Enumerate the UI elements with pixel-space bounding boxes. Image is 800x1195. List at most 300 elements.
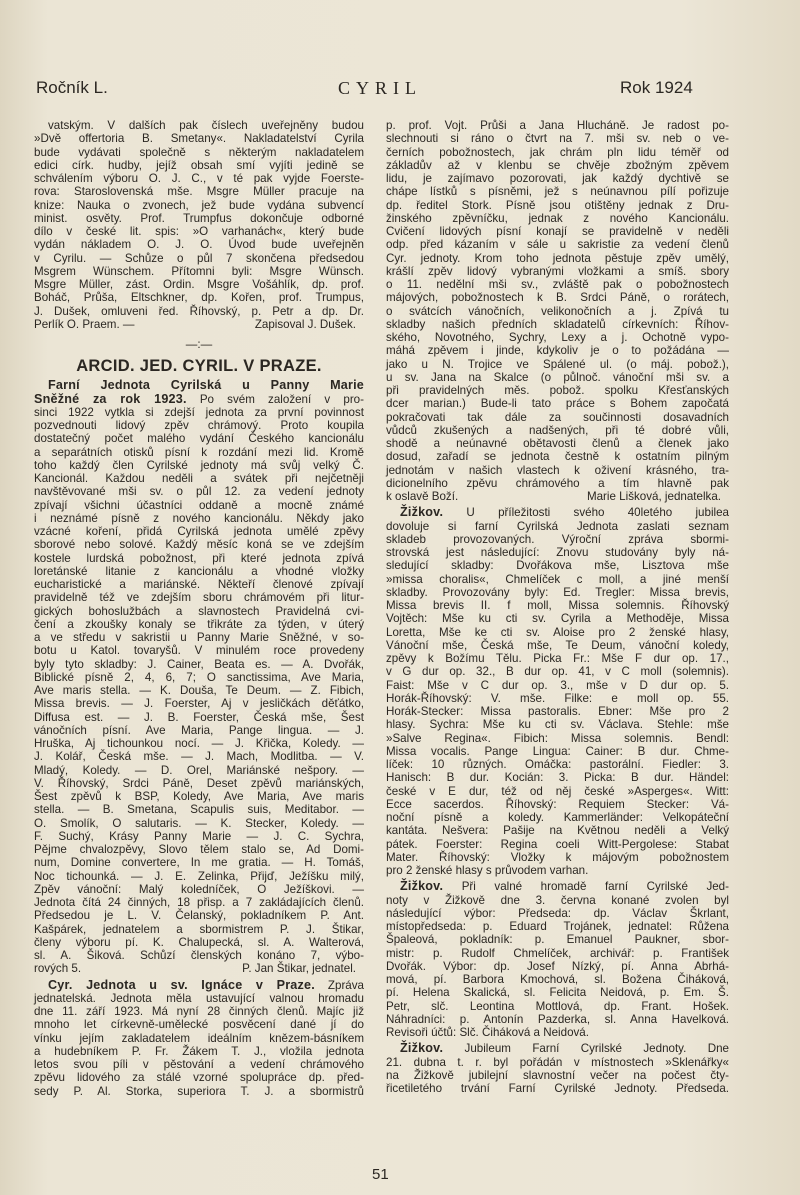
text-line [386, 132, 729, 145]
text-line [386, 864, 729, 877]
text-line [386, 397, 729, 410]
line-content: u sv. Jana na Skalce (o půlnoč. vánoční mši sv. a [386, 370, 729, 384]
line-text: Jubileum Farní Cyrilské Jednoty. Dne [443, 1042, 729, 1056]
text-line [386, 252, 729, 265]
right-column [386, 119, 729, 1098]
text-line [386, 477, 729, 490]
text-line [34, 658, 364, 671]
text-line [34, 591, 364, 604]
text-line [386, 159, 729, 172]
line-content: Missa vocalis. Pange Lingua: Cainer: B dur. Chme- [386, 744, 729, 758]
text-line [34, 446, 364, 459]
line-content: Špaleová, pokladník: p. Emanuel Paukner, sbor- [386, 933, 729, 947]
text-line [386, 1082, 729, 1095]
line-content: žinského zpěvníčku, jednak z nového Kancionálu. [386, 211, 729, 225]
signature-line [386, 490, 729, 503]
text-line [34, 146, 364, 159]
header-journal-title: CYRIL [338, 78, 422, 98]
text-line [34, 1058, 364, 1071]
text-line [386, 358, 729, 371]
text-line [386, 172, 729, 185]
text-line [34, 605, 364, 618]
line-content: české v E dur, též od něj české »Asperges«. Witt: [386, 784, 729, 798]
line-content: mnoho let církevně-umělecké posvěcení dané jí do [34, 1018, 364, 1032]
text-line [386, 424, 729, 437]
text-line [386, 573, 729, 586]
line-content: J. Dušek, omluveni řed. Říhovský, p. Petr a dp. Dr. [34, 304, 364, 318]
line-content: jako u N. Trojice ve Spálené ul. (o máj. pobož.), [386, 357, 729, 371]
paragraph [34, 379, 364, 975]
line-content: noční písně a koledy. Kammerländer: Velkopáteční [386, 811, 729, 824]
text-line [34, 485, 364, 498]
text-line [386, 880, 729, 893]
line-content: skladby. Provozovány byly: Ed. Tregler: Missa brevis, [386, 585, 729, 599]
line-content: zpěvu lidového za stálé vzorné spolupráce dp. před- [34, 1071, 364, 1085]
line-content: Msgrem Wünschem. Přítomni byli: Msgre Wünsch. [34, 264, 364, 278]
text-line [386, 692, 729, 705]
text-line [386, 894, 729, 907]
line-content: Mater. Říhovský: Vložky k májovým pobožnostem [386, 850, 729, 864]
line-content: skladeb provozovaných. Výroční zpráva sbormi- [386, 532, 729, 546]
text-line [34, 119, 364, 132]
text-line [386, 838, 729, 851]
text-line [386, 626, 729, 639]
line-content: Zpěv vánoční: Malý koledníček, O Ježíškovi. — [34, 882, 364, 896]
line-content: a hudebníkem P. Fr. Žákem T. J., vložila jednota [34, 1044, 364, 1058]
line-content: Biblické písně 2, 4, 6, 7; O sanctissima, Ave Maria, [34, 670, 364, 684]
text-line [34, 238, 364, 251]
text-line [34, 711, 364, 724]
paragraph-lead-title: Žižkov. [400, 1041, 444, 1056]
text-line [386, 520, 729, 533]
text-line [34, 870, 364, 883]
line-content: mistr: p. Rudolf Chmelíček, archivář: p. František [386, 946, 729, 960]
text-line [34, 923, 364, 936]
text-line [34, 185, 364, 198]
line-content: kostele lurdská pobožnost, při které jednota zpívá [34, 551, 364, 565]
line-content: černích pobožnostech, jak chrám pln lidu téměř od [386, 145, 729, 159]
line-content: na Žižkově jubilejní slavnostní večer na počest čty- [386, 1068, 729, 1082]
line-content: F. Suchý, Krásy Panny Marie — J. C. Sychra, [34, 829, 364, 843]
line-content: eucharistické a mariánské. Někteří členové zpívají [34, 578, 364, 591]
text-line [34, 291, 364, 304]
signature-line [34, 962, 364, 975]
line-content: kantáta. Nešvera: Pašije na Květnou neděli a Velký [386, 824, 729, 838]
text-line [34, 830, 364, 843]
line-content: májových, pobožnostech k B. Srdci Páně, o rorátech, [386, 291, 729, 305]
text-line [34, 499, 364, 512]
line-content: Jednota čítá 24 činných, 18 přisp. a 7 zakládajících členů. [34, 896, 364, 909]
line-content: pí. Helena Skalická, sl. Felicita Neidová, p. Em. Š. [386, 986, 729, 1000]
text-line [34, 992, 364, 1005]
text-line [34, 856, 364, 869]
text-line [386, 824, 729, 837]
text-line [34, 432, 364, 445]
text-line [34, 1018, 364, 1031]
text-line [386, 450, 729, 463]
text-line [386, 437, 729, 450]
line-content: pokračovati tak dále za součinnosti dosavadních [386, 410, 729, 424]
line-content: máhá zpěvem i jinde, kdykoliv je o to požádána — [386, 344, 729, 358]
paragraph-lead-title: Sněžné za rok 1923. [34, 391, 187, 406]
line-content: dovoluje si farní Cyrilská Jednota zaslati seznam [386, 519, 729, 533]
line-content: v G dur op. 32., B dur op. 41, v C moll (solemnis). [386, 665, 729, 679]
line-text: Zpráva [314, 978, 365, 992]
line-content: loretánské litanie z kancionálu a vhodné vložky [34, 564, 364, 578]
line-content: bude vydávati společně s některým nakladatelem [34, 145, 364, 159]
line-content: »missa choralis«, Chmelíček c moll, a jiné menší [386, 572, 729, 586]
paragraph [386, 119, 729, 503]
line-content: Ave maris stella. — K. Douša, Te Deum. — Z. Fibich, [34, 684, 364, 697]
text-line [386, 851, 729, 864]
line-content: Šest zpěvů k BSP, Koledy, Ave Maria, Ave maris [34, 790, 364, 803]
line-content: Boháč, Průša, Eltschkner, dp. Kořen, prof. Trumpus, [34, 291, 364, 305]
line-content: krášlí zpěv lidový vybranými vložkami a smíš. sbory [386, 264, 729, 278]
line-content: Revisoři účtů: Slč. Čiháková a Neidová. [386, 1026, 589, 1039]
line-content: dostatečný počet malého vydání Českého kancionálu [34, 432, 364, 446]
text-line [386, 533, 729, 546]
text-line [386, 146, 729, 159]
text-line [386, 811, 729, 824]
text-line [34, 252, 364, 265]
line-content: o 11. nedělní mši sv., zvláště pak o pobožnostech [386, 278, 729, 291]
line-content: Horák-Říhovský: V. mše. Filke: e moll op. 55. [386, 691, 729, 705]
line-content: stella. — B. Smetana, Scapulis suis, Meditabor. — [34, 803, 364, 817]
line-content: řicetiletého trvání Farní Cyrilské Jednoty. Předseda. [386, 1082, 729, 1095]
line-content: navštěvované mši sv. o půl 12. za vedení jednoty [34, 485, 364, 499]
text-line [34, 472, 364, 485]
line-content: Dvořák. Výbor: dp. Josef Nízký, pí. Anna Abrhá- [386, 959, 729, 973]
line-text: Po svém založení v pro- [186, 392, 364, 406]
text-line [386, 907, 729, 920]
line-content: Horák-Stecker: Missa pastoralis. Ebner: Mše pro 2 [386, 705, 729, 718]
text-line [34, 419, 364, 432]
line-text: Při valné hromadě farní Cyrilské Jed- [443, 880, 729, 894]
section-heading: ARCID. JED. CYRIL. V PRAZE. [76, 357, 322, 375]
text-line [34, 406, 364, 419]
text-line [34, 817, 364, 830]
signature-line [34, 318, 364, 331]
text-line [34, 631, 364, 644]
text-line [34, 949, 364, 962]
paragraph [386, 1042, 729, 1095]
paragraph [386, 506, 729, 877]
line-content: základův až v klenbu se chvěje zbožným zpěvem [386, 158, 729, 172]
text-line [34, 159, 364, 172]
header-year: Rok 1924 [620, 78, 693, 97]
text-line [386, 1000, 729, 1013]
text-line [386, 212, 729, 225]
text-line [386, 758, 729, 771]
line-content: rova: Staroslovenská mše. Msgre Müller pracuje na [34, 185, 364, 199]
line-content: skladby našich předních skladatelů církevních: Říhov- [386, 317, 729, 331]
line-content: zpěvy k Božímu Tělu. Picka Fr.: Mše F dur op. 17., [386, 652, 729, 665]
text-line [386, 119, 729, 132]
page-number: 51 [372, 1166, 389, 1183]
text-line [34, 578, 364, 591]
text-line [386, 331, 729, 344]
text-line [34, 697, 364, 710]
line-content: vzácné koření, přidá Cyrilská jednota umělé zpěvy [34, 525, 364, 538]
line-content: dp. ředitel Stork. Písně jsou otištěny jednak z Dru- [386, 198, 729, 212]
signature-name: P. Jan Štikar, jednatel. [242, 962, 356, 976]
text-line [386, 732, 729, 745]
line-content [400, 880, 729, 893]
text-line [34, 199, 364, 212]
paragraph-lead-title: Cyr. Jednota u sv. Ignáce v Praze. [48, 977, 315, 992]
paragraph-lead-title: Farní Jednota Cyrilská u Panny Marie [48, 378, 364, 393]
header-volume: Ročník L. [36, 78, 108, 97]
text-line [34, 883, 364, 896]
text-line [34, 1005, 364, 1018]
line-content: vínku jejím zakladatelem ideálním knězem-básníkem [34, 1031, 364, 1045]
text-line [386, 305, 729, 318]
line-content: Missa brevis. — J. Foerster, Aj v jesličkách děťátko, [34, 697, 364, 711]
text-line [386, 384, 729, 397]
line-content: Hanisch: B dur. Kocián: 3. Picka: B dur. Händel: [386, 771, 729, 785]
text-line [386, 960, 729, 973]
line-content: 21. dubna t. r. byl pořádán v místnostech »Sklenářky« [386, 1055, 729, 1069]
line-content: členy výboru pí. K. Chalupecká, sl. A. Walterová, [34, 935, 364, 949]
line-content: i neznámé písně z nového kancionálu. Někdy jako [34, 511, 364, 525]
line-content: dicionelního zpěvu chrámového a tím hlavně pak [386, 476, 729, 490]
line-content: dílo v české lit. spis: »O varhanách«, který bude [34, 225, 364, 238]
line-content: p. prof. Vojt. Průši a Jana Hlucháně. Je radost po- [386, 119, 729, 132]
text-line [386, 1013, 729, 1026]
line-content: Kašpárek, jednatelem a sbormistrem P. J. Štikar, [34, 922, 364, 936]
line-content: Loretta, Mše ke cti sv. Aloise pro 2 ženské hlasy, [386, 625, 729, 639]
text-line [34, 379, 364, 392]
text-line [386, 599, 729, 612]
paragraph [34, 119, 364, 331]
line-content: J. Kolář, Česká mše. — J. Mach, Modlitba. — V. [34, 750, 364, 764]
text-line [386, 344, 729, 357]
text-line [34, 278, 364, 291]
text-line [34, 265, 364, 278]
line-content: pátek. Foerster: Regina coeli Witt-Pergolese: Stabat [386, 837, 729, 851]
left-column [34, 119, 364, 1101]
text-line [34, 750, 364, 763]
line-content: schválením výboru O. J. C., v té pak vyjde Foerste- [34, 172, 364, 185]
paragraph-lead-title: Žižkov. [400, 505, 444, 520]
line-content: sl. A. Šiková. Schůzí členských konáno 7, výbo- [34, 949, 364, 962]
line-content [400, 1042, 729, 1055]
text-line [34, 843, 364, 856]
text-line [34, 737, 364, 750]
text-line [34, 644, 364, 657]
text-line [386, 464, 729, 477]
line-content: v Cyrilu. — Schůze o půl 7 skončena předsedou [34, 251, 364, 265]
line-content [48, 979, 364, 992]
text-line [386, 411, 729, 424]
text-line [386, 238, 729, 251]
line-content [400, 506, 729, 519]
line-content: vydán nákladem O. J. O. Úvod bude uveřejněn [34, 238, 364, 252]
text-line [34, 896, 364, 909]
line-content: botu u Katol. tovaryšů. V minulém roce provedeny [34, 644, 364, 658]
line-content: num, Domine convertere, In me gratia. — H. Tomáš, [34, 856, 364, 870]
text-line [34, 936, 364, 949]
text-line [386, 705, 729, 718]
text-line [34, 724, 364, 737]
text-line [34, 132, 364, 145]
line-content: sedy P. Al. Storka, superiora T. J. a sbormistrů [34, 1084, 364, 1098]
section-separator: —:— [185, 338, 213, 351]
text-line [34, 671, 364, 684]
text-line [386, 291, 729, 304]
text-line [386, 920, 729, 933]
text-line [386, 933, 729, 946]
text-line [34, 512, 364, 525]
text-line [34, 212, 364, 225]
line-content: lidu, je zajímavo pozorovati, jak každý dychtivě se [386, 172, 729, 185]
text-line [386, 1026, 729, 1039]
text-line [34, 225, 364, 238]
line-content: strovská jest následující: Znovu studovány byly ná- [386, 546, 729, 559]
text-line [386, 185, 729, 198]
text-line [386, 278, 729, 291]
line-content: následující výbor: Předseda: dp. Václav Škrlant, [386, 906, 729, 920]
line-content: noty v Žižkově dne 3. června konané zvolen byl [386, 893, 729, 907]
text-line [386, 652, 729, 665]
text-line [386, 546, 729, 559]
text-line [386, 199, 729, 212]
line-content: edici círk. hudby, jejíž obsah smí vyjíti jedině se [34, 158, 364, 172]
line-content: odp. před kázaním v sále u sakristie za vedení členů [386, 238, 729, 252]
paragraph [34, 979, 364, 1098]
text-line [34, 1071, 364, 1084]
line-content: Pějme chvalozpěvy, Slovo tělem stalo se, Ad Domi- [34, 843, 364, 856]
text-line [34, 909, 364, 922]
text-line [34, 790, 364, 803]
line-content: »Dvě offertoria B. Smetany«. Nakladatelství Cyrila [34, 132, 364, 146]
line-content: minist. osvěty. Prof. Trumpfus dokončuje odborné [34, 211, 364, 225]
text-line [34, 777, 364, 790]
text-line [34, 684, 364, 697]
signature-name: Zapisoval J. Dušek. [254, 317, 356, 331]
text-line [34, 803, 364, 816]
text-line [386, 986, 729, 999]
line-content: gických bohoslužbách a slavnostech Pravidelná cvi- [34, 604, 364, 618]
line-content: vatským. V dalších pak číslech uveřejněny budou [48, 119, 364, 132]
line-content [48, 379, 364, 392]
text-line [386, 506, 729, 519]
text-line [386, 798, 729, 811]
line-content: sledující skladby: Dvořákova mše, Lisztova mše [386, 559, 729, 573]
line-content: Předsedou je L. V. Čelanský, pokladníkem P. Ant. [34, 909, 364, 923]
text-line [34, 565, 364, 578]
line-content: dne 11. září 1923. Má nyní 28 činných členů. Majíc již [34, 1005, 364, 1018]
line-content: Ecce sacerdos. Říhovský: Requiem Stecker: Vá- [386, 797, 729, 811]
line-content: mová, pí. Barbora Kmochová, sl. Božena Čiháková, [386, 973, 729, 986]
line-content: slechnouti si ráno o čtvrt na 7. mši sv. neb o ve- [386, 132, 729, 146]
line-content: O. Smolík, O salutaris. — K. Stecker, Koledy. — [34, 816, 364, 830]
line-content: Msgre Müller, zást. Ordin. Msgre Vošáhlík, dp. prof. [34, 278, 364, 291]
line-content: »Salve Regina«. Fibich: Missa solemnis. Bendl: [386, 731, 729, 745]
line-content: V. Říhovský, Srdci Páně, Deset zpěvů mariánských, [34, 776, 364, 790]
line-content: při pravidelných měs. pobož. spolku Křesťanských [386, 384, 729, 397]
text-line [34, 172, 364, 185]
line-content: líček: 10 různých. Omáčka: pastorální. Fiedler: 3. [386, 758, 729, 771]
signature-left-text: Perlík O. Praem. — [34, 317, 135, 331]
text-line [34, 305, 364, 318]
line-content: čení a zkoušky konaly se třikráte za týden, v úterý [34, 617, 364, 631]
text-line [386, 612, 729, 625]
line-content: Missa brevis II. f moll, Missa solemnis. Říhovský [386, 599, 729, 612]
line-content: Náhradníci: p. Antonín Pazderka, sl. Anna Havelková. [386, 1012, 729, 1026]
text-line [34, 618, 364, 631]
line-content: chápe lístků s písněmi, jež s neúnavnou pílí pořizuje [386, 185, 729, 199]
line-content: Petr, slč. Leontina Mottlová, dp. Frant. Hošek. [386, 999, 729, 1013]
text-line [386, 947, 729, 960]
line-content: letos svou píli v pěstování a vedení chrámového [34, 1058, 364, 1071]
text-line [34, 552, 364, 565]
text-line [386, 559, 729, 572]
line-content: Diffusa est. — J. B. Foerster, Česká mše, Šest [34, 710, 364, 724]
text-line [386, 265, 729, 278]
line-content: pravidelně též ve zdejším sboru chrámovém při litur- [34, 591, 364, 605]
text-line [34, 459, 364, 472]
line-content: Mladý, Koledy. — D. Orel, Mariánské nešpory. — [34, 763, 364, 777]
text-line [386, 639, 729, 652]
line-content [34, 393, 364, 406]
paragraph [386, 880, 729, 1039]
text-line [34, 979, 364, 992]
line-content: toho každý člen Cyrilské jednoty má svůj velký Č. [34, 458, 364, 472]
line-content: jednatelská. Jednota měla ustavující valnou hromadu [34, 991, 364, 1005]
text-line [34, 525, 364, 538]
text-line [34, 538, 364, 551]
text-line [386, 785, 729, 798]
line-content: sborové nebo solové. Každý měsíc koná se ve zdejším [34, 538, 364, 552]
line-content: hlasy. Sychra: Mše ku cti sv. Václava. Stehle: mše [386, 718, 729, 732]
text-line [386, 1069, 729, 1082]
text-line [386, 771, 729, 784]
text-line [34, 1085, 364, 1098]
line-content: dcer marian.) Bude-li tato práce s Bohem započatá [386, 397, 729, 411]
line-content: Vánoční mše, Česká mše, Te Deum, vánoční koledy, [386, 638, 729, 652]
line-content: a ve středu v sakristii u Panny Marie Sněžné, v so- [34, 631, 364, 644]
text-line [34, 764, 364, 777]
line-content: dosud, zařadí se jednota čestně k ostatním pilným [386, 450, 729, 464]
line-content: Cyr. jednoty. Krom toho jednota pěstuje zpěv umělý, [386, 251, 729, 265]
line-content: pro 2 ženské hlasy s průvodem varhan. [386, 864, 589, 877]
signature-left-text: k oslavě Boží. [386, 490, 459, 503]
line-content: vůdců zkušených a nadšených, při té dobré vůli, [386, 423, 729, 437]
line-content: místopředseda: p. Eduard Trojánek, jednatel: Růžena [386, 920, 729, 933]
line-content: zpívají všichni účastníci oddaně a mocně známé [34, 498, 364, 512]
text-line [386, 1042, 729, 1055]
line-content: o svátcích vánočních, velikonočních a j. Zpívá tu [386, 304, 729, 318]
line-content: Hruška, Aj tichounkou nocí. — J. Křička, Koledy. — [34, 737, 364, 750]
line-content: jednotám v našich vlastech k oživení krásného, tra- [386, 463, 729, 477]
line-content: Faist: Mše v C dur op. 3., mše v D dur op. 5. [386, 678, 729, 692]
text-line [386, 665, 729, 678]
line-content: shodě a neúnavné obětavosti členů a členek jako [386, 437, 729, 450]
line-text: U příležitosti svého 40letého jubilea [443, 506, 729, 520]
line-content: a separátních otisků písní k rozdání mezi lid. Kromě [34, 445, 364, 459]
text-line [386, 371, 729, 384]
text-line [34, 1032, 364, 1045]
line-content: sinci 1922 vytkla si zdejší jednota za první povinnost [34, 405, 364, 419]
line-content: ského, Novotného, Sychry, Lexy a j. Ochotně vypo- [386, 331, 729, 344]
text-line [386, 718, 729, 731]
text-line [386, 225, 729, 238]
text-line [386, 1056, 729, 1069]
line-content: Noc tichounká. — J. E. Zelinka, Přijď, Ježíšku milý, [34, 869, 364, 883]
text-line [34, 1045, 364, 1058]
line-content: vánočních písní. Ave Maria, Pange lingua. — J. [34, 723, 364, 737]
